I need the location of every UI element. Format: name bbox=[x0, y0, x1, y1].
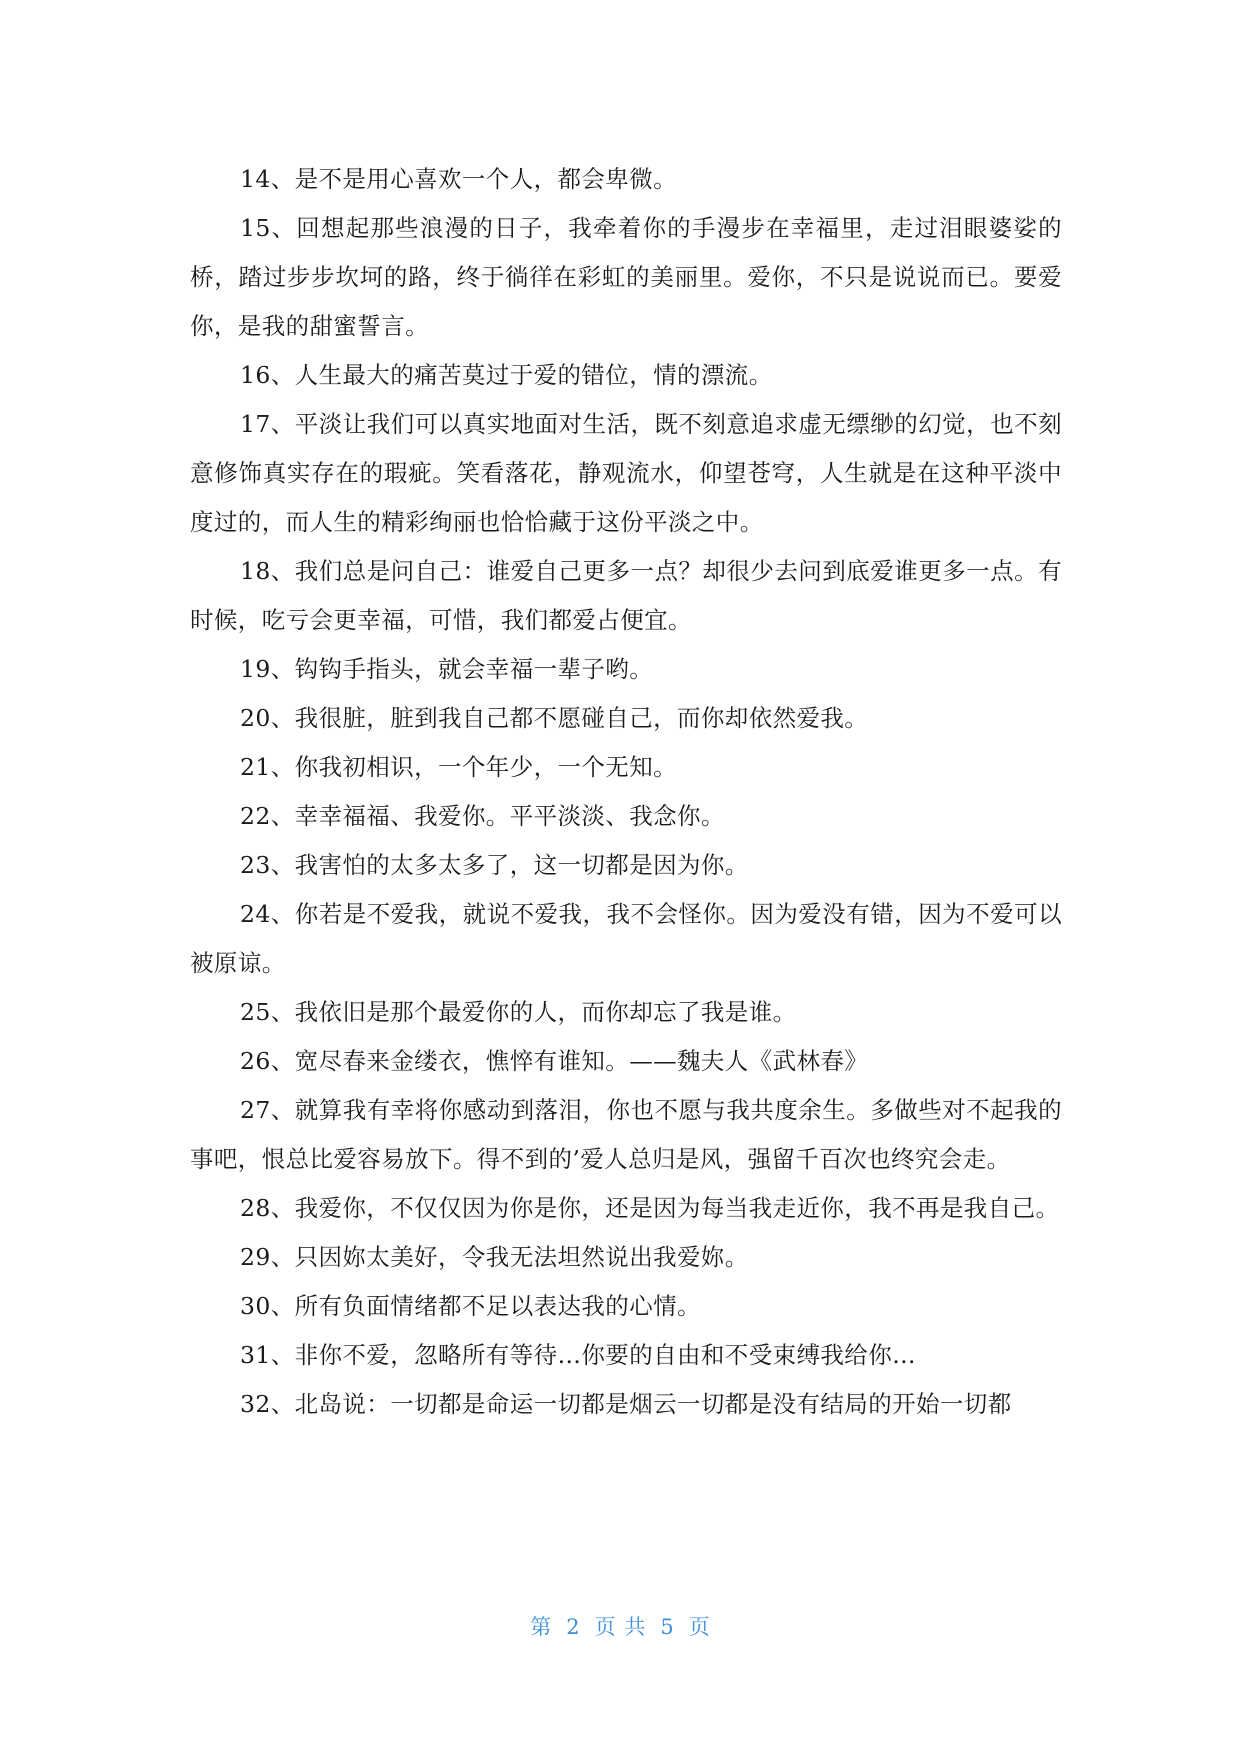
paragraph-14: 14、是不是用心喜欢一个人，都会卑微。 bbox=[240, 165, 678, 193]
paragraph-26: 26、宽尽春来金缕衣，憔悴有谁知。——魏夫人《武林春》 bbox=[240, 1047, 869, 1075]
page-footer bbox=[0, 1611, 1241, 1641]
footer-suffix: 页 bbox=[688, 1615, 711, 1639]
paragraph-28: 28、我爱你，不仅仅因为你是你，还是因为每当我走近你，我不再是我自己。 bbox=[240, 1194, 1060, 1222]
paragraph-23: 23、我害怕的太多太多了，这一切都是因为你。 bbox=[240, 851, 749, 879]
paragraph-29: 29、只因妳太美好，令我无法坦然说出我爱妳。 bbox=[240, 1243, 749, 1271]
paragraph-30: 30、所有负面情绪都不足以表达我的心情。 bbox=[240, 1292, 701, 1320]
paragraph-20: 20、我很脏，脏到我自己都不愿碰自己，而你却依然爱我。 bbox=[240, 704, 869, 732]
paragraph-27: 27、就算我有幸将你感动到落泪，你也不愿与我共度余生。多做些对不起我的事吧，恨总比爱容易放下。得不到的’爱人总归是风，强留千百次也终究会走。 bbox=[190, 1096, 1062, 1173]
paragraph-15: 15、回想起那些浪漫的日子，我牵着你的手漫步在幸福里，走过泪眼婆娑的桥，踏过步步坎坷的路，终于徜徉在彩虹的美丽里。爱你，不只是说说而已。要爱你，是我的甜蜜誓言。 bbox=[190, 214, 1062, 340]
paragraph-17: 17、平淡让我们可以真实地面对生活，既不刻意追求虚无缥缈的幻觉，也不刻意修饰真实存在的瑕疵。笑看落花，静观流水，仰望苍穹，人生就是在这种平淡中度过的，而人生的精彩绚丽也恰恰藏于这份平淡之中。 bbox=[190, 410, 1062, 536]
paragraph-22: 22、幸幸福福、我爱你。平平淡淡、我念你。 bbox=[240, 802, 725, 830]
paragraph-18: 18、我们总是问自己：谁爱自己更多一点？却很少去问到底爱谁更多一点。有时候，吃亏会更幸福，可惜，我们都爱占便宜。 bbox=[190, 557, 1062, 634]
paragraph-16: 16、人生最大的痛苦莫过于爱的错位，情的漂流。 bbox=[240, 361, 773, 389]
paragraph-31: 31、非你不爱，忽略所有等待…你要的自由和不受束缚我给你… bbox=[240, 1341, 917, 1369]
paragraph-19: 19、钩钩手指头，就会幸福一辈子哟。 bbox=[240, 655, 654, 683]
footer-prefix: 第 bbox=[530, 1615, 553, 1639]
body-text bbox=[190, 155, 1062, 1429]
paragraph-32: 32、北岛说：一切都是命运一切都是烟云一切都是没有结局的开始一切都 bbox=[240, 1390, 1012, 1418]
footer-middle: 页 共 bbox=[594, 1615, 647, 1639]
footer-current-page: 2 bbox=[566, 1615, 581, 1639]
paragraph-25: 25、我依旧是那个最爱你的人，而你却忘了我是谁。 bbox=[240, 998, 797, 1026]
paragraph-24: 24、你若是不爱我，就说不爱我，我不会怪你。因为爱没有错，因为不爱可以被原谅。 bbox=[190, 900, 1062, 977]
paragraph-21: 21、你我初相识，一个年少，一个无知。 bbox=[240, 753, 678, 781]
footer-total-pages: 5 bbox=[660, 1615, 675, 1639]
